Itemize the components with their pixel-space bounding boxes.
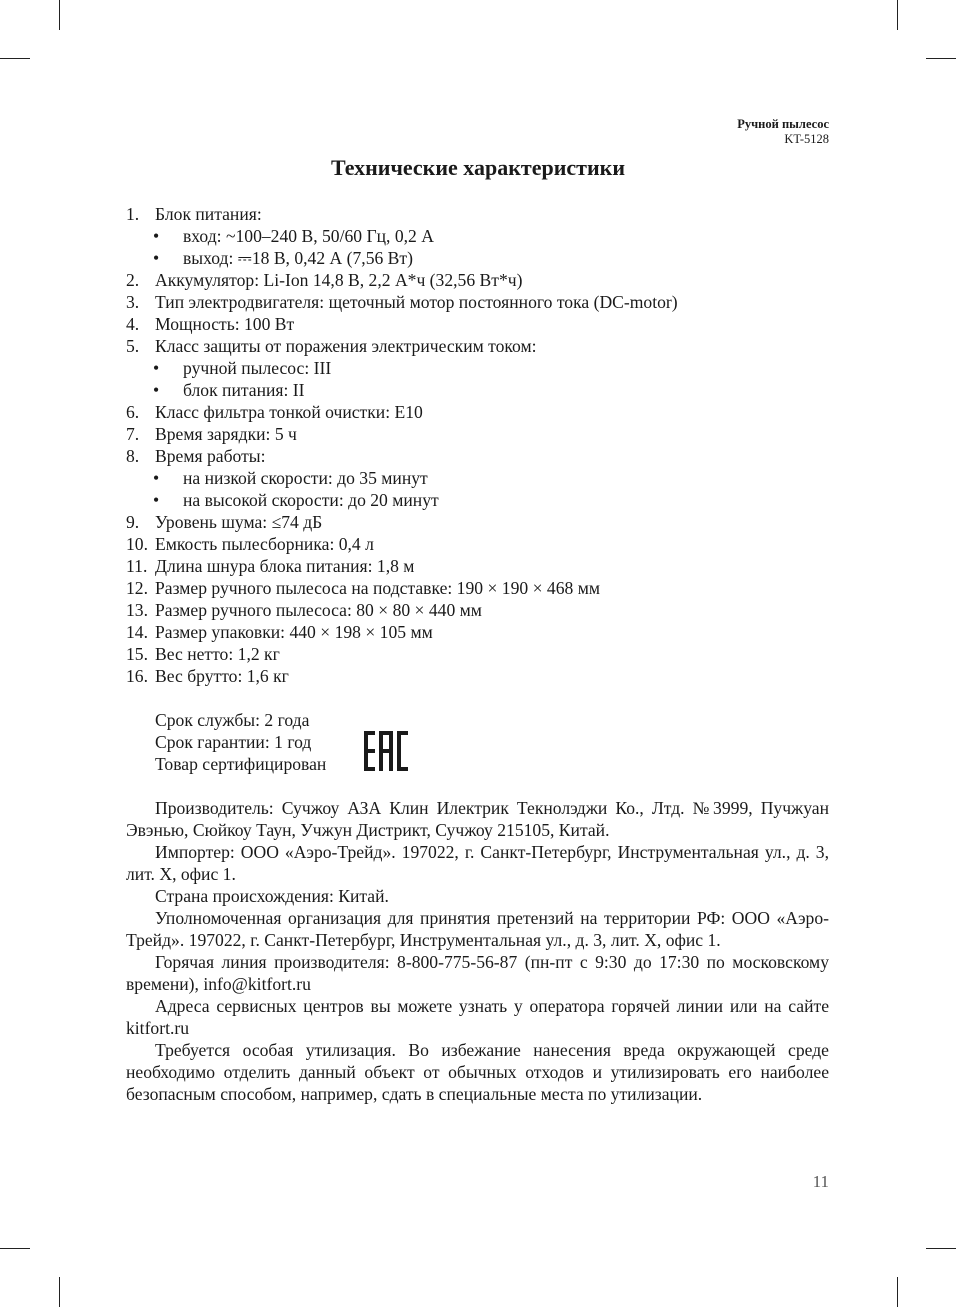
spec-number: 13. <box>126 600 148 620</box>
info-paragraph: Горячая линия производителя: 8-800-775-56-87 (пн-пт с 9:30 до 17:30 по московскому времени), info@kitfort.ru <box>126 952 829 994</box>
spec-text: Класс защиты от поражения электрическим током: <box>155 336 537 356</box>
spec-text: Тип электродвигателя: щеточный мотор постоянного тока (DC-motor) <box>155 292 678 312</box>
spec-subitem-text: блок питания: II <box>183 380 305 400</box>
page-number: 11 <box>812 1172 829 1191</box>
spec-subitem-text: ручной пылесос: III <box>183 358 332 378</box>
spec-item <box>126 291 830 313</box>
spec-item <box>126 577 830 599</box>
crop-mark <box>0 1248 30 1249</box>
info-paragraph: Уполномоченная организация для принятия претензий на территории РФ: ООО «Аэро-Трейд». 197022, г. Санкт-Петербург, Инструментальная ул., д. 3, лит. Х, офис 1. <box>126 908 829 950</box>
info-paragraph: Страна происхождения: Китай. <box>155 886 389 906</box>
spec-text: Размер ручного пылесоса на подставке: 190 × 190 × 468 мм <box>155 578 600 598</box>
running-header <box>737 117 829 147</box>
header-product: Ручной пылесос <box>737 117 829 131</box>
spec-subitem-text: выход: ⎓18 В, 0,42 А (7,56 Вт) <box>183 248 413 268</box>
spec-subitem-text: вход: ~100–240 В, 50/60 Гц, 0,2 А <box>183 226 434 246</box>
crop-mark <box>59 0 60 30</box>
spec-subitem <box>126 247 830 269</box>
info-paragraph: Производитель: Сучжоу АЗА Клин Илектрик Текнолэджи Ко., Лтд. №3999, Пучжуан Эвэнью, Сюйкоу Таун, Учжун Дистрикт, Сучжоу 215105, Китай. <box>126 798 829 840</box>
spec-text: Блок питания: <box>155 204 262 224</box>
service-info <box>155 709 326 775</box>
spec-number: 16. <box>126 666 148 686</box>
spec-number: 1. <box>126 204 140 224</box>
spec-item <box>126 269 830 291</box>
spec-item <box>126 621 830 643</box>
bullet-icon: • <box>153 358 160 378</box>
spec-text: Вес нетто: 1,2 кг <box>155 644 280 664</box>
info-paragraph: Импортер: ООО «Аэро-Трейд». 197022, г. Санкт-Петербург, Инструментальная ул., д. 3, лит. Х, офис 1. <box>126 842 829 884</box>
eac-mark-icon <box>364 731 408 771</box>
spec-subitem <box>126 467 830 489</box>
bullet-icon: • <box>153 490 160 510</box>
header-model: KT-5128 <box>784 132 829 146</box>
spec-subitem <box>126 489 830 511</box>
spec-item <box>126 445 830 467</box>
spec-item <box>126 533 830 555</box>
spec-item <box>126 643 830 665</box>
spec-text: Длина шнура блока питания: 1,8 м <box>155 556 415 576</box>
spec-text: Аккумулятор: Li-Ion 14,8 В, 2,2 А*ч (32,56 Вт*ч) <box>155 270 523 290</box>
spec-subitem <box>126 357 830 379</box>
spec-subitem-text: на высокой скорости: до 20 минут <box>183 490 439 510</box>
crop-mark <box>897 1277 898 1307</box>
spec-item <box>126 555 830 577</box>
service-certified: Товар сертифицирован <box>155 754 327 774</box>
bullet-icon: • <box>153 468 160 488</box>
spec-item <box>126 423 830 445</box>
spec-text: Емкость пылесборника: 0,4 л <box>155 534 374 554</box>
spec-number: 9. <box>126 512 140 532</box>
spec-number: 6. <box>126 402 140 422</box>
spec-text: Размер ручного пылесоса: 80 × 80 × 440 мм <box>155 600 482 620</box>
spec-text: Размер упаковки: 440 × 198 × 105 мм <box>155 622 433 642</box>
service-warranty: Срок гарантии: 1 год <box>155 732 312 752</box>
spec-item <box>126 511 830 533</box>
spec-number: 5. <box>126 336 140 356</box>
bullet-icon: • <box>153 380 160 400</box>
page-title: Технические характеристики <box>330 155 626 180</box>
spec-item <box>126 599 830 621</box>
spec-text: Мощность: 100 Вт <box>155 314 295 334</box>
spec-item <box>126 401 830 423</box>
crop-mark <box>0 58 30 59</box>
spec-number: 4. <box>126 314 140 334</box>
spec-item <box>126 665 830 687</box>
info-paragraph: Требуется особая утилизация. Во избежание нанесения вреда окружающей среде необходимо отделить данный объект от обычных отходов и утилизировать его наиболее безопасным способом, например, сдать в специальные места по утилизации. <box>126 1040 829 1104</box>
spec-text: Время работы: <box>155 446 266 466</box>
spec-subitem <box>126 225 830 247</box>
service-lifetime: Срок службы: 2 года <box>155 710 310 730</box>
spec-text: Уровень шума: ≤74 дБ <box>155 512 323 532</box>
spec-number: 3. <box>126 292 140 312</box>
crop-mark <box>926 58 956 59</box>
spec-number: 10. <box>126 534 148 554</box>
spec-number: 12. <box>126 578 148 598</box>
spec-subitem-text: на низкой скорости: до 35 минут <box>183 468 428 488</box>
spec-number: 2. <box>126 270 140 290</box>
spec-text: Вес брутто: 1,6 кг <box>155 666 289 686</box>
spec-number: 14. <box>126 622 148 642</box>
bullet-icon: • <box>153 248 160 268</box>
info-paragraphs <box>126 797 829 1105</box>
crop-mark <box>59 1277 60 1307</box>
spec-text: Время зарядки: 5 ч <box>155 424 297 444</box>
spec-number: 15. <box>126 644 148 664</box>
spec-number: 8. <box>126 446 140 466</box>
spec-text: Класс фильтра тонкой очистки: E10 <box>155 402 423 422</box>
info-paragraph: Адреса сервисных центров вы можете узнать у оператора горячей линии или на сайте kitfort.ru <box>126 996 829 1038</box>
spec-number: 11. <box>126 556 148 576</box>
spec-item <box>126 203 830 225</box>
spec-item <box>126 313 830 335</box>
crop-mark <box>897 0 898 30</box>
spec-item <box>126 335 830 357</box>
spec-number: 7. <box>126 424 140 444</box>
spec-subitem <box>126 379 830 401</box>
crop-mark <box>926 1248 956 1249</box>
bullet-icon: • <box>153 226 160 246</box>
specs-list <box>126 203 830 687</box>
